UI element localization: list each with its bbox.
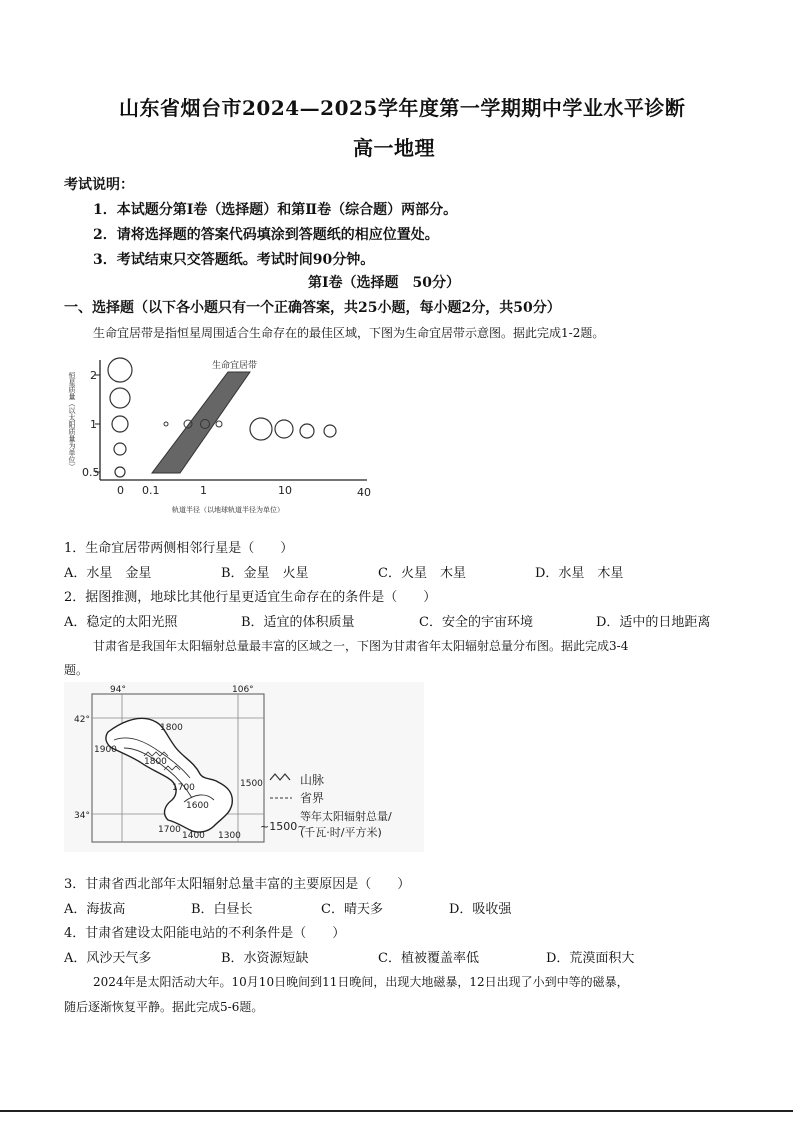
subject-title: 高一地理 <box>353 136 435 160</box>
q3-option-c[interactable]: C．晴天多 <box>321 902 383 917</box>
contour-label: 1900 <box>94 745 117 755</box>
habitable-band-label: 生命宜居带 <box>212 361 258 371</box>
lon-label-94: 94° <box>110 685 126 695</box>
q4-option-b[interactable]: B．水资源短缺 <box>221 951 309 966</box>
contour-label: 1800 <box>160 723 183 733</box>
legend-isoline-label-1: 等年太阳辐射总量/ <box>300 810 392 823</box>
contour-label: 1600 <box>186 801 209 811</box>
habitable-zone-figure <box>62 350 382 520</box>
q1-option-c[interactable]: C．火星 木星 <box>378 566 466 581</box>
q4-option-c[interactable]: C．植被覆盖率低 <box>378 951 479 966</box>
page-bottom-rule <box>0 1110 793 1112</box>
q3-option-a[interactable]: A．海拔高 <box>64 902 126 917</box>
star-circle <box>110 388 130 408</box>
q1-option-b[interactable]: B．金星 火星 <box>221 566 309 581</box>
contour-label: 1300 <box>218 831 241 841</box>
x-tick-0.1: 0.1 <box>142 484 160 497</box>
q3-option-d[interactable]: D．吸收强 <box>449 902 512 917</box>
planet-uranus <box>300 424 314 438</box>
contour-label: 1700 <box>172 783 195 793</box>
passage-3-line-1: 2024年是太阳活动大年。10月10日晚间到11日晚间，出现大地磁暴，12日出现了小到中等的磁暴， <box>93 975 629 989</box>
y-axis-label: 恒星质量（以太阳质量为单位） <box>68 372 76 470</box>
gansu-radiation-map <box>64 682 424 852</box>
star-circle <box>114 443 126 455</box>
planet-mars <box>216 421 222 427</box>
x-tick-10: 10 <box>278 484 292 497</box>
instruction-item: 3．考试结束只交答题纸。考试时间90分钟。 <box>93 252 375 268</box>
passage-2-line-1: 甘肃省是我国年太阳辐射总量最丰富的区域之一，下图为甘肃省年太阳辐射总量分布图。据此完成3-4 <box>93 639 629 653</box>
passage-2-line-2: 题。 <box>64 663 89 677</box>
q2-option-c[interactable]: C．安全的宇宙环境 <box>419 615 533 630</box>
passage-3-line-2: 随后逐渐恢复平静。据此完成5-6题。 <box>64 1000 264 1014</box>
legend-isoline-label-2: (千瓦·时/平方米) <box>300 826 382 839</box>
q4-option-d[interactable]: D．荒漠面积大 <box>546 951 635 966</box>
planet-jupiter <box>250 418 272 440</box>
y-tick-1: 1 <box>90 418 97 431</box>
question-4-stem: 4．甘肃省建设太阳能电站的不利条件是（ ） <box>64 926 346 941</box>
q2-option-b[interactable]: B．适宜的体积质量 <box>241 615 355 630</box>
contour-label: 1500 <box>240 779 263 789</box>
planet-neptune <box>324 425 336 437</box>
passage-1: 生命宜居带是指恒星周围适合生命存在的最佳区域，下图为生命宜居带示意图。据此完成1-2题。 <box>93 326 605 340</box>
y-tick-2: 2 <box>90 369 97 382</box>
planet-mercury <box>164 422 168 426</box>
q1-option-d[interactable]: D．水星 木星 <box>535 566 624 581</box>
question-3-stem: 3．甘肃省西北部年太阳辐射总量丰富的主要原因是（ ） <box>64 877 411 892</box>
lon-label-106: 106° <box>232 685 254 695</box>
q2-option-d[interactable]: D．适中的日地距离 <box>596 615 711 630</box>
star-circle <box>112 416 128 432</box>
lat-label-42: 42° <box>74 715 90 725</box>
question-1-stem: 1．生命宜居带两侧相邻行星是（ ） <box>64 541 294 556</box>
y-tick-0.5: 0.5 <box>82 466 100 479</box>
q3-option-b[interactable]: B．白昼长 <box>191 902 253 917</box>
x-tick-40: 40 <box>357 486 371 499</box>
legend-isoline-value: ~1500~ <box>260 820 307 833</box>
x-tick-0: 0 <box>117 484 124 497</box>
lat-label-34: 34° <box>74 811 90 821</box>
x-tick-1: 1 <box>200 484 207 497</box>
contour-label: 1400 <box>182 831 205 841</box>
q1-option-a[interactable]: A．水星 金星 <box>64 566 152 581</box>
legend-mountain: 山脉 <box>300 773 325 787</box>
contour-label: 1800 <box>144 757 167 767</box>
volume-title: 第Ⅰ卷（选择题 50分） <box>308 275 461 291</box>
legend-border: 省界 <box>300 791 325 805</box>
exam-title: 山东省烟台市2024—2025学年度第一学期期中学业水平诊断 <box>119 96 686 120</box>
instructions-heading: 考试说明： <box>64 177 134 193</box>
q4-option-a[interactable]: A．风沙天气多 <box>64 951 152 966</box>
q2-option-a[interactable]: A．稳定的太阳光照 <box>64 615 178 630</box>
instruction-item: 2．请将选择题的答案代码填涂到答题纸的相应位置处。 <box>93 227 439 243</box>
contour-label: 1700 <box>158 825 181 835</box>
planet-saturn <box>275 420 293 438</box>
instruction-item: 1．本试题分第Ⅰ卷（选择题）和第Ⅱ卷（综合题）两部分。 <box>93 202 458 218</box>
question-2-stem: 2．据图推测，地球比其他行星更适宜生命存在的条件是（ ） <box>64 590 437 605</box>
star-circle <box>108 358 132 382</box>
part-title: 一、选择题（以下各小题只有一个正确答案，共25小题，每小题2分，共50分） <box>64 300 561 316</box>
x-axis-label: 轨道半径（以地球轨道半径为单位） <box>172 506 284 514</box>
star-circle <box>115 467 125 477</box>
